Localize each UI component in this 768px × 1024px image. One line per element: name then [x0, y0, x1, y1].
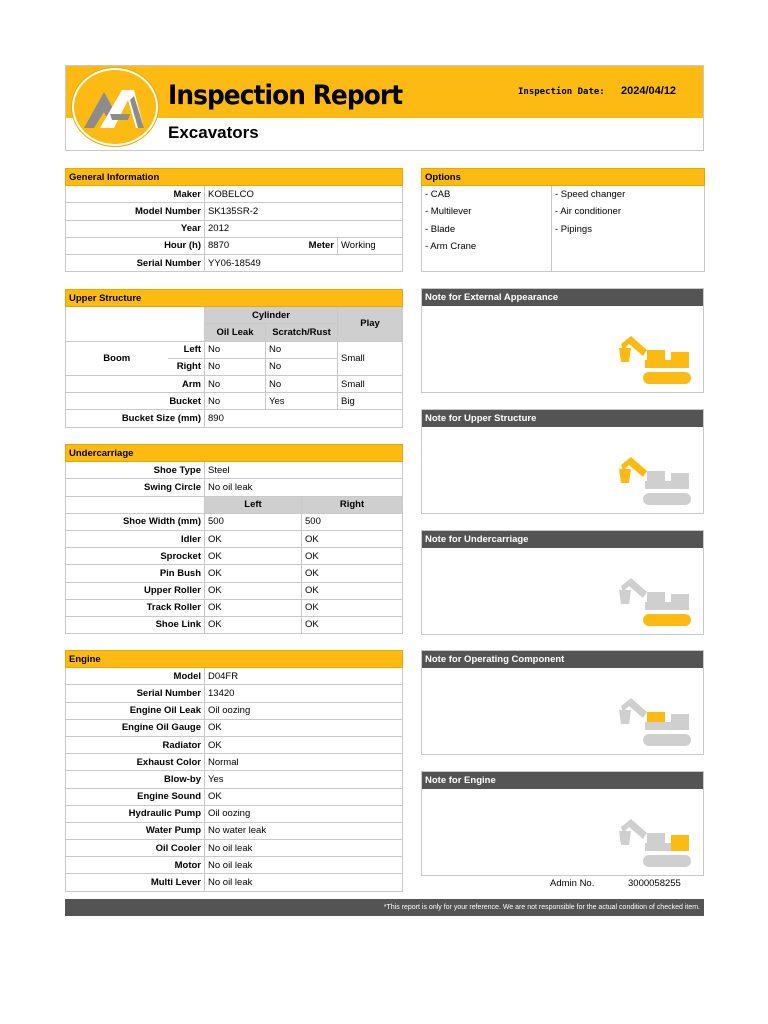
section-heading: Undercarriage [66, 445, 403, 462]
table-row [66, 582, 403, 599]
serial-number-label: Serial Number [66, 254, 205, 271]
row-value: No oil leak [205, 840, 403, 857]
section-heading: Options [422, 169, 705, 186]
row-label: Model [66, 668, 205, 685]
arm-oil-leak: No [205, 375, 266, 392]
row-label: Shoe Width (mm) [66, 513, 205, 530]
note-body[interactable] [422, 789, 703, 875]
table-row [66, 513, 403, 530]
bucket-size-value: 890 [205, 410, 403, 427]
table-row [66, 719, 403, 736]
row-right-value: OK [302, 599, 403, 616]
row-left-value: OK [205, 565, 302, 582]
row-left-value: OK [205, 582, 302, 599]
table-row [66, 736, 403, 753]
arm-label: Arm [66, 375, 205, 392]
table-row [66, 805, 403, 822]
row-value: D04FR [205, 668, 403, 685]
row-label: Water Pump [66, 822, 205, 839]
row-label: Pin Bush [66, 565, 205, 582]
table-row [66, 754, 403, 771]
engine-table [65, 650, 403, 892]
left-header: Left [205, 496, 302, 513]
row-value: OK [205, 788, 403, 805]
row-label: Serial Number [66, 685, 205, 702]
table-row [66, 599, 403, 616]
boom-right-oil-leak: No [205, 358, 266, 375]
bucket-scratch: Yes [266, 393, 338, 410]
note-heading: Note for Undercarriage [422, 531, 703, 548]
option-item: - Arm Crane [425, 240, 477, 252]
row-label: Multi Lever [66, 874, 205, 891]
row-label: Shoe Link [66, 616, 205, 633]
table-row [66, 857, 403, 874]
note-external-appearance [421, 288, 704, 393]
note-heading: Note for External Appearance [422, 289, 703, 306]
row-label: Oil Cooler [66, 840, 205, 857]
oil-leak-header: Oil Leak [205, 324, 266, 341]
model-number-label: Model Number [66, 203, 205, 220]
swing-circle-value: No oil leak [205, 479, 403, 496]
hour-value: 8870 [205, 237, 271, 254]
table-row [66, 685, 403, 702]
table-row [66, 822, 403, 839]
section-heading: General Information [66, 169, 403, 186]
table-row [66, 548, 403, 565]
row-value: Oil oozing [205, 805, 403, 822]
row-label: Exhaust Color [66, 754, 205, 771]
bucket-oil-leak: No [205, 393, 266, 410]
swing-circle-label: Swing Circle [66, 479, 205, 496]
excavator-icon [617, 453, 695, 509]
row-value: Yes [205, 771, 403, 788]
note-undercarriage [421, 530, 704, 635]
note-heading: Note for Upper Structure [422, 410, 703, 427]
options-left-list [422, 186, 552, 272]
row-right-value: 500 [302, 513, 403, 530]
row-value: Oil oozing [205, 702, 403, 719]
row-right-value: OK [302, 582, 403, 599]
boom-left-oil-leak: No [205, 341, 266, 358]
hour-label: Hour (h) [66, 237, 205, 254]
table-row [66, 771, 403, 788]
arm-play: Small [338, 375, 403, 392]
table-row [66, 668, 403, 685]
boom-left-label: Left [168, 341, 205, 358]
options-right-list [552, 186, 705, 272]
report-title: Inspection Report [168, 80, 403, 111]
meter-value: Working [338, 237, 403, 254]
row-label: Upper Roller [66, 582, 205, 599]
shoe-type-label: Shoe Type [66, 462, 205, 479]
boom-play: Small [338, 341, 403, 375]
row-value: OK [205, 719, 403, 736]
arm-scratch: No [266, 375, 338, 392]
options-table [421, 168, 705, 272]
row-value: No water leak [205, 822, 403, 839]
inspection-date: 2024/04/12 [621, 85, 677, 97]
note-body[interactable] [422, 548, 703, 634]
excavator-icon [617, 694, 695, 750]
cylinder-header: Cylinder [205, 307, 338, 324]
brand-logo-icon [72, 68, 158, 146]
play-header: Play [338, 307, 403, 341]
general-information-table [65, 168, 403, 272]
row-value: OK [205, 736, 403, 753]
row-value: No oil leak [205, 857, 403, 874]
row-right-value: OK [302, 616, 403, 633]
option-item: - Multilever [425, 206, 472, 218]
excavator-icon [617, 574, 695, 630]
footer-disclaimer: *This report is only for your reference. We are not responsible for the actual condition of checked item. [65, 899, 704, 916]
model-number-value: SK135SR-2 [205, 203, 403, 220]
admin-number-value: 3000058255 [628, 878, 681, 889]
boom-label: Boom [66, 341, 168, 375]
right-header: Right [302, 496, 403, 513]
option-item: - Blade [425, 223, 456, 235]
meter-label: Meter [271, 237, 338, 254]
table-row [66, 702, 403, 719]
row-right-value: OK [302, 530, 403, 547]
section-heading: Engine [66, 651, 403, 668]
row-label: Radiator [66, 736, 205, 753]
report-subtitle: Excavators [168, 123, 259, 142]
boom-right-scratch: No [266, 358, 338, 375]
row-label: Hydraulic Pump [66, 805, 205, 822]
inspection-date-label: Inspection Date: [518, 87, 605, 97]
undercarriage-table [65, 444, 403, 634]
bucket-play: Big [338, 393, 403, 410]
row-label: Blow-by [66, 771, 205, 788]
maker-label: Maker [66, 186, 205, 203]
option-item: - Air conditioner [555, 206, 622, 218]
boom-left-scratch: No [266, 341, 338, 358]
excavator-icon [617, 815, 695, 871]
bucket-size-label: Bucket Size (mm) [66, 410, 205, 427]
row-value: 13420 [205, 685, 403, 702]
scratch-rust-header: Scratch/Rust [266, 324, 338, 341]
table-row [66, 616, 403, 633]
option-item: - CAB [425, 189, 451, 201]
row-label: Engine Oil Leak [66, 702, 205, 719]
header-blank [66, 307, 205, 341]
note-body[interactable] [422, 306, 703, 392]
row-value: No oil leak [205, 874, 403, 891]
row-left-value: OK [205, 530, 302, 547]
row-label: Engine Sound [66, 788, 205, 805]
row-label: Track Roller [66, 599, 205, 616]
admin-number-label: Admin No. [550, 878, 595, 889]
row-left-value: OK [205, 599, 302, 616]
row-value: Normal [205, 754, 403, 771]
row-label: Idler [66, 530, 205, 547]
row-label: Sprocket [66, 548, 205, 565]
header-lower [66, 118, 703, 150]
report-header [65, 65, 704, 151]
header-blank [66, 496, 205, 513]
note-upper-structure [421, 409, 704, 514]
year-label: Year [66, 220, 205, 237]
row-right-value: OK [302, 548, 403, 565]
section-heading: Upper Structure [66, 290, 403, 307]
option-item: - Speed changer [555, 189, 626, 201]
note-heading: Note for Operating Component [422, 651, 703, 668]
table-row [66, 874, 403, 891]
table-row [66, 788, 403, 805]
upper-structure-table [65, 289, 403, 428]
row-left-value: OK [205, 616, 302, 633]
note-body[interactable] [422, 668, 703, 754]
row-right-value: OK [302, 565, 403, 582]
note-operating-component [421, 650, 704, 755]
table-row [66, 840, 403, 857]
note-body[interactable] [422, 427, 703, 513]
table-row [66, 530, 403, 547]
row-left-value: 500 [205, 513, 302, 530]
year-value: 2012 [205, 220, 403, 237]
boom-right-label: Right [168, 358, 205, 375]
row-label: Motor [66, 857, 205, 874]
serial-number-value: YY06-18549 [205, 254, 403, 271]
shoe-type-value: Steel [205, 462, 403, 479]
option-item: - Pipings [555, 223, 592, 235]
bucket-label: Bucket [66, 393, 205, 410]
table-row [66, 565, 403, 582]
row-left-value: OK [205, 548, 302, 565]
note-engine [421, 771, 704, 876]
row-label: Engine Oil Gauge [66, 719, 205, 736]
maker-value: KOBELCO [205, 186, 403, 203]
note-heading: Note for Engine [422, 772, 703, 789]
excavator-icon [617, 332, 695, 388]
